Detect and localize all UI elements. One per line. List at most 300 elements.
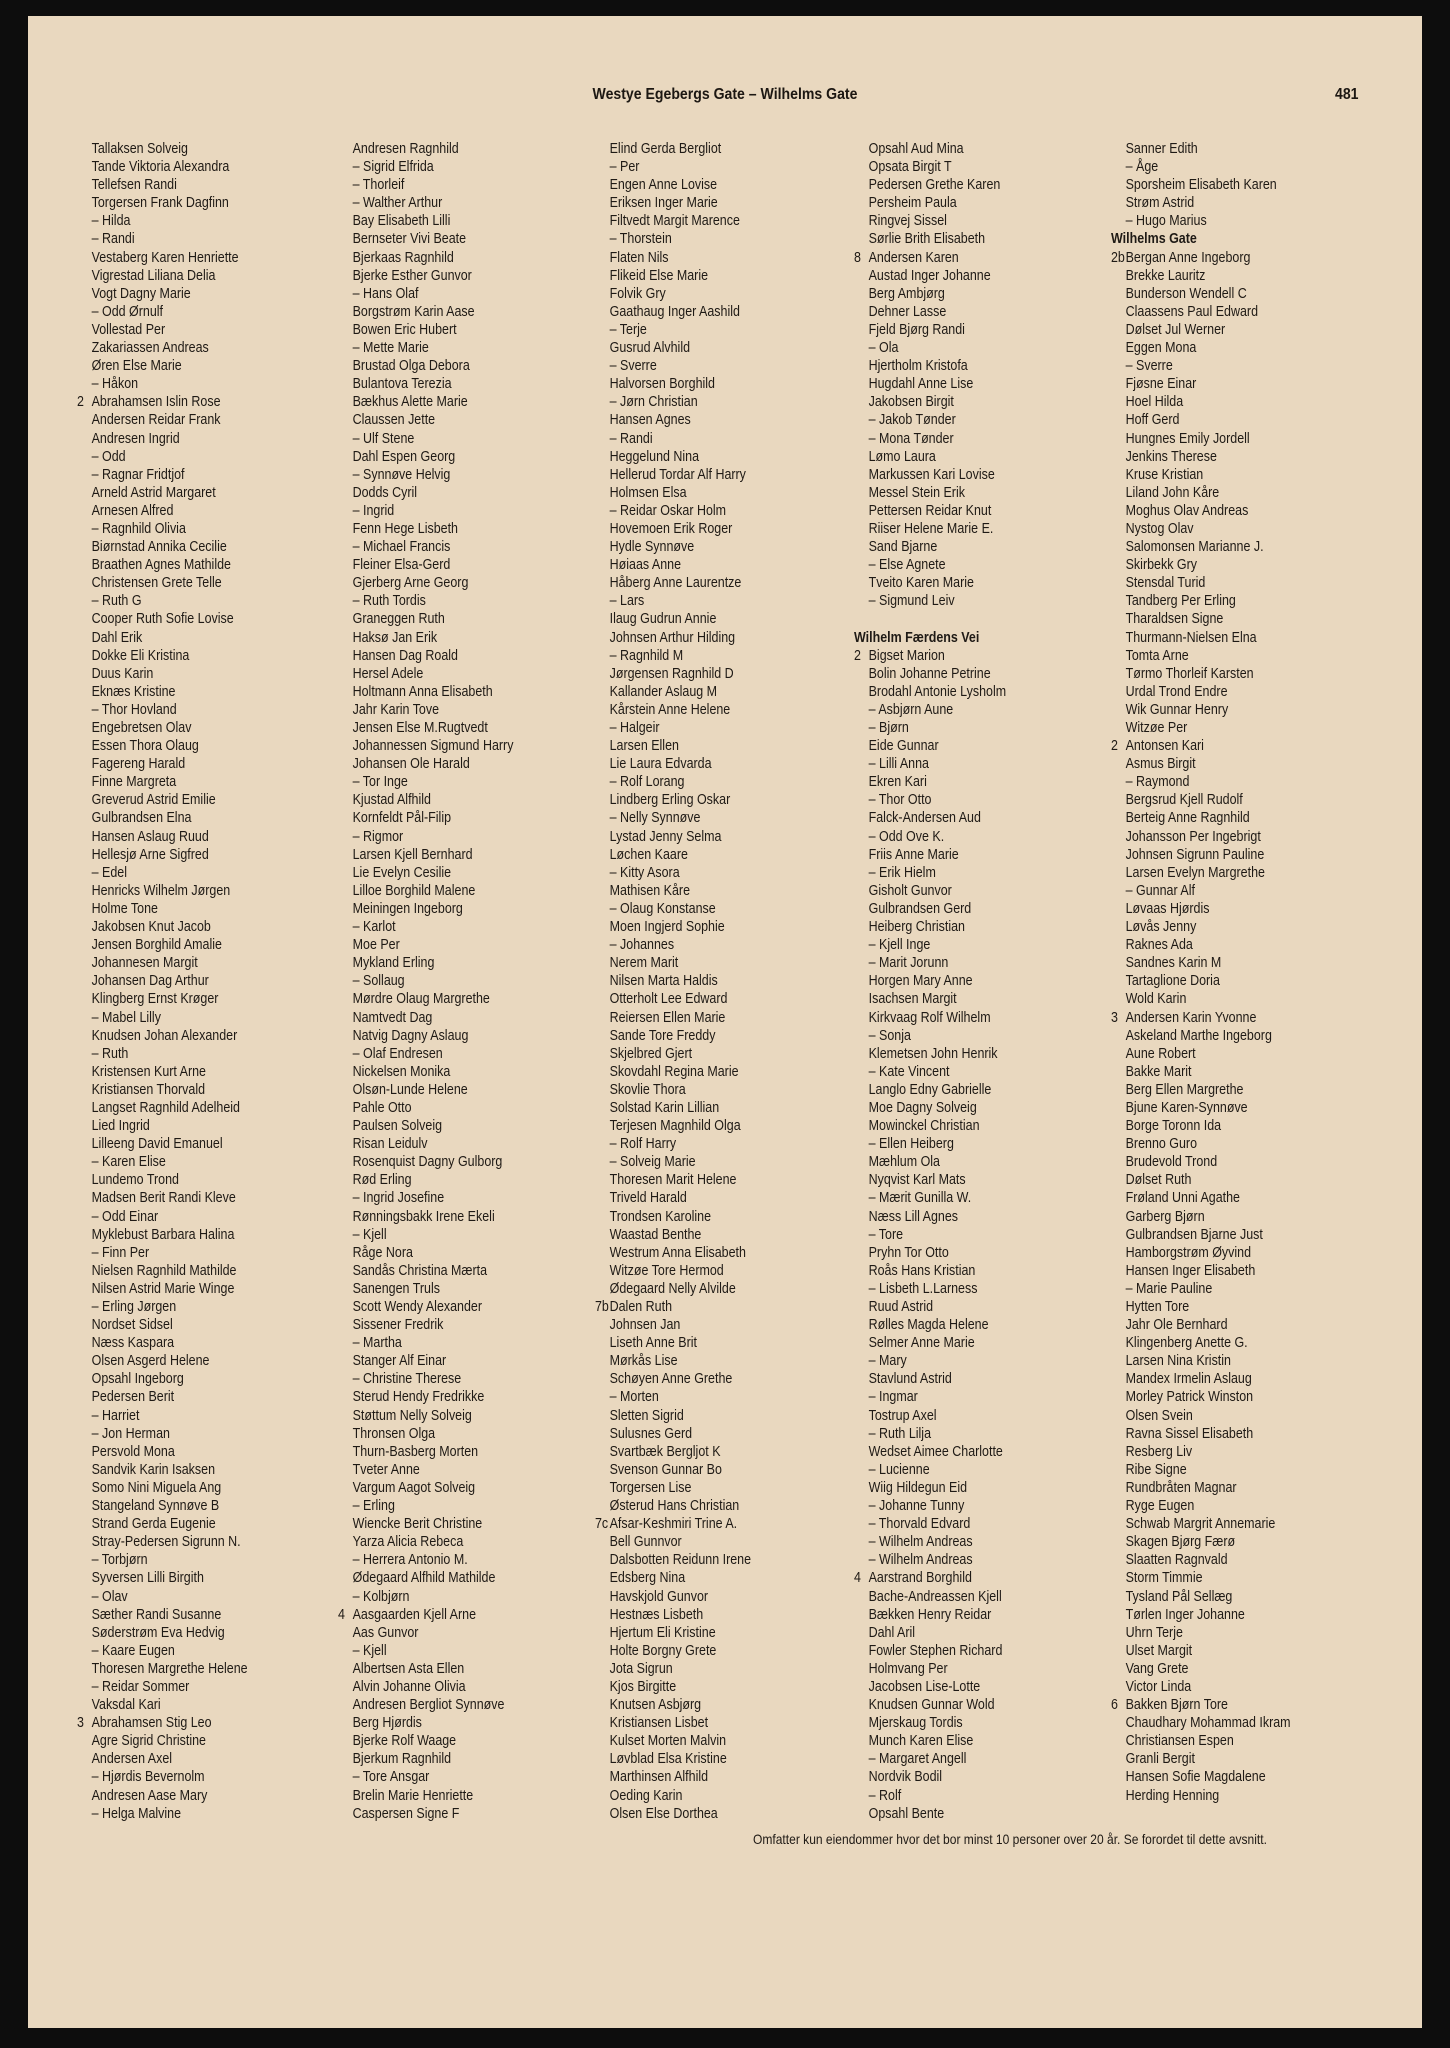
directory-entry [338,1479,562,1497]
resident-name: – Randi [91,231,135,248]
resident-name: Næss Kaspara [91,1335,175,1352]
directory-entry [77,1624,301,1642]
resident-name: Bay Elisabeth Lilli [352,213,451,230]
directory-entry [1111,1624,1335,1642]
resident-name: Havskjold Gunvor [609,1588,709,1605]
directory-entry [338,1750,562,1768]
directory-entry [1111,1226,1335,1244]
resident-name: Hellerud Tordar Alf Harry [609,466,746,483]
directory-entry [854,755,1078,773]
directory-entry [1111,321,1335,339]
resident-name: – Tore Ansgar [352,1769,430,1786]
directory-entry [854,267,1078,285]
resident-name: – Christine Therese [352,1371,462,1388]
resident-name: Knudsen Gunnar Wold [868,1697,995,1714]
directory-entry [1111,1153,1335,1171]
directory-entry [1111,900,1335,918]
resident-name: Lie Laura Edvarda [609,756,712,773]
directory-entry [77,1316,301,1334]
resident-name: Skagen Bjørg Færø [1125,1534,1236,1551]
resident-name: Alvin Johanne Olivia [352,1678,466,1695]
resident-name: – Erling [352,1498,395,1515]
resident-name: Klingenberg Anette G. [1125,1335,1248,1352]
resident-name: Sørlie Brith Elisabeth [868,231,986,248]
directory-entry [77,592,301,610]
directory-entry [77,1515,301,1533]
resident-name: Bakke Marit [1125,1063,1192,1080]
resident-name: Witzøe Per [1125,720,1188,736]
directory-entry [338,1678,562,1696]
directory-entry [595,592,819,610]
resident-name: Johannesen Margit [91,955,198,972]
directory-entry [1111,1352,1335,1370]
directory-entry [77,1027,301,1045]
resident-name: Andresen Bergliot Synnøve [352,1697,505,1714]
resident-name: Johnsen Jan [609,1317,681,1334]
resident-name: – Torbjørn [91,1552,148,1569]
resident-name: Schøyen Anne Grethe [609,1371,733,1388]
house-number: 7c [595,1516,609,1533]
directory-entry [77,1732,301,1750]
resident-name: Lied Ingrid [91,1118,150,1135]
footnote: Omfatter kun eiendommer hvor det bor minst 10 personer over 20 år. Se forordet til dette avsnitt. [753,1831,1267,1847]
directory-entry [338,1461,562,1479]
directory-entry [338,809,562,827]
resident-name: Falck-Andersen Aud [868,810,981,827]
directory-entry [854,1606,1078,1624]
resident-name: Olsen Svein [1125,1407,1193,1424]
resident-name: Sletten Sigrid [609,1407,684,1424]
resident-name: Jakobsen Birgit [868,394,954,411]
resident-name: Ryge Eugen [1125,1498,1195,1515]
house-number: 2b [1111,249,1125,266]
resident-name: Schwab Margrit Annemarie [1125,1516,1276,1533]
resident-name: Tostrup Axel [868,1407,937,1424]
resident-name: Albertsen Asta Ellen [352,1660,465,1677]
resident-name: Edsberg Nina [609,1570,686,1587]
directory-entry [854,1407,1078,1425]
directory-entry [338,520,562,538]
directory-entry [1111,556,1335,574]
resident-name: Mjerskaug Tordis [868,1715,963,1732]
resident-name: – Ruth Lilja [868,1425,932,1442]
resident-name: Hovemoen Erik Roger [609,520,733,537]
resident-name: Olsøn-Lunde Helene [352,1081,468,1098]
resident-name: – Kaare Eugen [91,1642,175,1659]
house-number: 2 [1111,738,1118,755]
directory-entry [77,194,301,212]
directory-entry [1111,212,1335,230]
directory-entry [338,1099,562,1117]
resident-name: Abrahamsen Stig Leo [91,1715,212,1732]
directory-entry [77,267,301,285]
directory-entry [77,936,301,954]
directory-entry [854,357,1078,375]
resident-name: Kristiansen Lisbet [609,1715,709,1732]
directory-entry [854,1135,1078,1153]
resident-name: – Asbjørn Aune [868,701,954,718]
resident-name: Filtvedt Margit Marence [609,213,740,230]
resident-name: Braathen Agnes Mathilde [91,557,231,574]
resident-name: Skovdahl Regina Marie [609,1063,739,1080]
directory-entry [1111,158,1335,176]
directory-entry [77,1805,301,1823]
directory-entry [854,701,1078,719]
resident-name: Moe Per [352,937,400,954]
directory-entry [854,1515,1078,1533]
resident-name: – Morten [609,1389,659,1406]
directory-entry [77,303,301,321]
directory-entry [854,1678,1078,1696]
directory-entry [77,1099,301,1117]
resident-name: Bolin Johanne Petrine [868,665,991,682]
directory-entry [595,828,819,846]
directory-entry [854,1280,1078,1298]
resident-name: Strøm Astrid [1125,195,1195,212]
resident-name: Heggelund Nina [609,448,700,465]
resident-name: Lie Evelyn Cesilie [352,864,452,881]
resident-name: Eknæs Kristine [91,683,176,700]
directory-entry [595,1606,819,1624]
house-number: 7b [595,1299,609,1315]
resident-name: Elind Gerda Bergliot [609,141,722,157]
directory-entry [854,936,1078,954]
directory-entry [854,339,1078,357]
directory-entry [77,1171,301,1189]
resident-name: Håberg Anne Laurentze [609,575,742,592]
directory-entry [338,249,562,267]
directory-entry [1111,972,1335,990]
resident-name: Wold Karin [1125,991,1187,1008]
column-1 [77,140,337,1823]
directory-page [28,16,1422,2028]
directory-entry [854,1099,1078,1117]
resident-name: Hansen Agnes [609,412,691,429]
resident-name: Thurmann-Nielsen Elna [1125,629,1257,646]
resident-name: Kristiansen Thorvald [91,1081,206,1098]
resident-name: Jacobsen Lise-Lotte [868,1678,981,1695]
resident-name: Tveter Anne [352,1461,420,1478]
directory-entry [77,574,301,592]
resident-name: Tallaksen Solveig [91,141,188,157]
resident-name: Pedersen Berit [91,1389,175,1406]
directory-entry [1111,918,1335,936]
directory-entry [595,176,819,194]
resident-name: – Synnøve Helvig [352,466,451,483]
directory-entry [1111,1497,1335,1515]
directory-entry [77,1208,301,1226]
resident-name: Johansson Per Ingebrigt [1125,828,1261,845]
directory-entry [854,918,1078,936]
resident-name: Flikeid Else Marie [609,267,709,284]
directory-entry [1111,176,1335,194]
resident-name: Nystog Olav [1125,520,1194,537]
resident-name: Askeland Marthe Ingeborg [1125,1027,1272,1044]
resident-name: Tveito Karen Marie [868,575,974,592]
directory-entry [854,791,1078,809]
resident-name: – Sigrid Elfrida [352,159,434,176]
resident-name: Triveld Harald [609,1190,687,1207]
resident-name: Roås Hans Kristian [868,1262,976,1279]
directory-entry [1111,737,1335,755]
resident-name: Kulset Morten Malvin [609,1733,727,1750]
resident-name: Eide Gunnar [868,738,939,755]
directory-entry [1111,1461,1335,1479]
directory-entry [595,194,819,212]
resident-name: Jahr Ole Bernhard [1125,1317,1228,1334]
resident-name: Tørmo Thorleif Karsten [1125,665,1254,682]
directory-entry [854,647,1078,665]
resident-name: – Jon Herman [91,1425,170,1442]
resident-name: – Johanne Tunny [868,1498,965,1515]
directory-entry [595,972,819,990]
resident-name: Bækken Henry Reidar [868,1606,992,1623]
directory-entry [854,1117,1078,1135]
directory-entry [338,791,562,809]
directory-entry [854,1461,1078,1479]
directory-entry [338,647,562,665]
resident-name: Brelin Marie Henriette [352,1787,474,1804]
directory-entry [595,1805,819,1823]
directory-entry [595,1316,819,1334]
directory-entry [338,1569,562,1587]
directory-entry [1111,809,1335,827]
directory-entry [595,502,819,520]
directory-entry [595,1461,819,1479]
directory-entry [854,1153,1078,1171]
directory-entry [595,1569,819,1587]
directory-entry [1111,828,1335,846]
resident-name: – Nelly Synnøve [609,810,701,827]
resident-name: Marthinsen Alfhild [609,1769,709,1786]
resident-name: Stangeland Synnøve B [91,1498,220,1515]
resident-name: Fenn Hege Lisbeth [352,520,458,537]
directory-entry [338,574,562,592]
resident-name: Torgersen Lise [609,1479,692,1496]
resident-name: Jota Sigrun [609,1660,673,1677]
resident-name: Flaten Nils [609,249,669,266]
directory-entry [854,900,1078,918]
resident-name: Slaatten Ragnvald [1125,1552,1228,1569]
directory-entry [77,1642,301,1660]
resident-name: – Lars [609,593,645,610]
directory-entry [854,375,1078,393]
resident-name: Jenkins Therese [1125,448,1217,465]
street-heading [854,629,1078,647]
directory-entry [595,1497,819,1515]
directory-entry [338,1551,562,1569]
directory-entry [338,411,562,429]
resident-name: Hestnæs Lisbeth [609,1606,704,1623]
resident-name: – Ragnhild M [609,647,684,664]
directory-entry [338,701,562,719]
directory-entry [77,538,301,556]
resident-name: Pedersen Grethe Karen [868,177,1001,194]
directory-entry [854,1750,1078,1768]
directory-entry [595,321,819,339]
directory-entry [595,1298,819,1316]
resident-name: – Olav [91,1588,128,1605]
resident-name: Urdal Trond Endre [1125,683,1228,700]
directory-entry [338,1370,562,1388]
directory-entry [77,502,301,520]
directory-entry [77,1443,301,1461]
directory-entry [1111,683,1335,701]
resident-name: Bell Gunnvor [609,1534,682,1551]
resident-name: Moghus Olav Andreas [1125,502,1249,519]
resident-name: Sandnes Karin M [1125,955,1222,972]
directory-entry [854,176,1078,194]
resident-name: Abrahamsen Islin Rose [91,394,221,411]
directory-entry [1111,375,1335,393]
directory-entry [338,1226,562,1244]
resident-name: Østerud Hans Christian [609,1498,740,1515]
directory-entry [77,809,301,827]
directory-entry [854,1569,1078,1587]
resident-name: – Kjell [352,1642,387,1659]
resident-name: Rød Erling [352,1172,412,1189]
directory-entry [595,629,819,647]
directory-entry [77,828,301,846]
directory-entry [854,1624,1078,1642]
directory-entry [77,430,301,448]
directory-entry [595,918,819,936]
directory-entry [1111,791,1335,809]
directory-entry [77,665,301,683]
street-heading [1111,230,1335,248]
directory-entry [1111,502,1335,520]
directory-entry [595,1009,819,1027]
directory-entry [338,719,562,737]
directory-entry [854,1370,1078,1388]
resident-name: Kjos Birgitte [609,1678,677,1695]
directory-entry [338,448,562,466]
resident-name: – Ingmar [868,1389,918,1406]
resident-name: Claussen Jette [352,412,436,429]
directory-entry [1111,719,1335,737]
directory-entry [1111,1479,1335,1497]
directory-entry [854,1732,1078,1750]
resident-name: Fagereng Harald [91,756,186,773]
resident-name: – Bjørn [868,720,909,736]
directory-entry [77,701,301,719]
resident-name: Stavlund Astrid [868,1371,952,1388]
directory-entry [338,1244,562,1262]
resident-name: Hansen Dag Roald [352,647,458,664]
directory-entry [854,466,1078,484]
directory-entry [595,1171,819,1189]
directory-entry [595,466,819,484]
resident-name: Aarstrand Borghild [868,1570,972,1587]
resident-name: Svenson Gunnar Bo [609,1461,722,1478]
directory-entry [77,393,301,411]
directory-entry [595,411,819,429]
resident-name: Johnsen Sigrunn Pauline [1125,846,1265,863]
resident-name: Brekke Lauritz [1125,267,1206,284]
directory-entry [595,1189,819,1207]
directory-entry [338,1334,562,1352]
resident-name: Larsen Nina Kristin [1125,1353,1231,1370]
resident-name: Høiaas Anne [609,557,682,574]
resident-name: Klingberg Ernst Krøger [91,991,219,1008]
directory-entry [595,737,819,755]
directory-entry [595,303,819,321]
resident-name: Mørdre Olaug Margrethe [352,991,490,1008]
resident-name: Myklebust Barbara Halina [91,1226,235,1243]
resident-name: Ødegaard Nelly Alvilde [609,1280,736,1297]
resident-name: Witzøe Tore Hermod [609,1262,724,1279]
resident-name: Vogt Dagny Marie [91,285,191,302]
directory-entry [854,1443,1078,1461]
directory-entry [1111,1171,1335,1189]
directory-entry [77,610,301,628]
directory-entry [1111,267,1335,285]
resident-name: Bunderson Wendell C [1125,285,1247,302]
directory-entry [338,1533,562,1551]
resident-name: Stray-Pedersen Sigrunn N. [91,1534,241,1551]
directory-entry [338,629,562,647]
resident-name: Tomta Arne [1125,647,1189,664]
directory-entry [854,194,1078,212]
resident-name: – Thorleif [352,177,405,194]
resident-name: Liland John Kåre [1125,484,1220,501]
resident-name: Løchen Kaare [609,846,688,863]
directory-entry [338,1388,562,1406]
directory-entry [338,1352,562,1370]
resident-name: – Ingrid [352,502,395,519]
directory-entry [1111,357,1335,375]
directory-entry [77,1153,301,1171]
resident-name: Dokke Eli Kristina [91,647,190,664]
resident-name: Skovlie Thora [609,1081,686,1098]
resident-name: Mathisen Kåre [609,882,691,899]
directory-entry [338,194,562,212]
directory-entry [338,212,562,230]
directory-entry [77,1533,301,1551]
directory-entry [338,1642,562,1660]
directory-entry [1111,864,1335,882]
resident-name: Gisholt Gunvor [868,882,952,899]
directory-entry [854,411,1078,429]
resident-name: – Odd [91,448,126,465]
directory-entry [854,1189,1078,1207]
directory-entry [1111,990,1335,1008]
resident-name: Vestaberg Karen Henriette [91,249,239,266]
resident-name: Eggen Mona [1125,340,1197,357]
resident-name: – Marit Jorunn [868,955,949,972]
directory-entry [854,1171,1078,1189]
resident-name: Rosenquist Dagny Gulborg [352,1154,503,1171]
directory-entry [595,900,819,918]
directory-entry [77,1135,301,1153]
directory-entry [854,972,1078,990]
directory-entry [595,1443,819,1461]
column-3 [595,140,855,1823]
resident-name: – Rolf Harry [609,1136,677,1153]
directory-entry [77,1750,301,1768]
resident-name: – Odd Ove K. [868,828,945,845]
resident-name: – Mary [868,1353,907,1370]
directory-entry [338,1081,562,1099]
resident-name: – Edel [91,864,127,881]
directory-entry [1111,1244,1335,1262]
directory-entry [338,1425,562,1443]
resident-name: Olsen Asgerd Helene [91,1353,210,1370]
directory-entry [595,1388,819,1406]
resident-name: Halvorsen Borghild [609,376,715,393]
directory-entry [1111,411,1335,429]
directory-entry [77,1551,301,1569]
